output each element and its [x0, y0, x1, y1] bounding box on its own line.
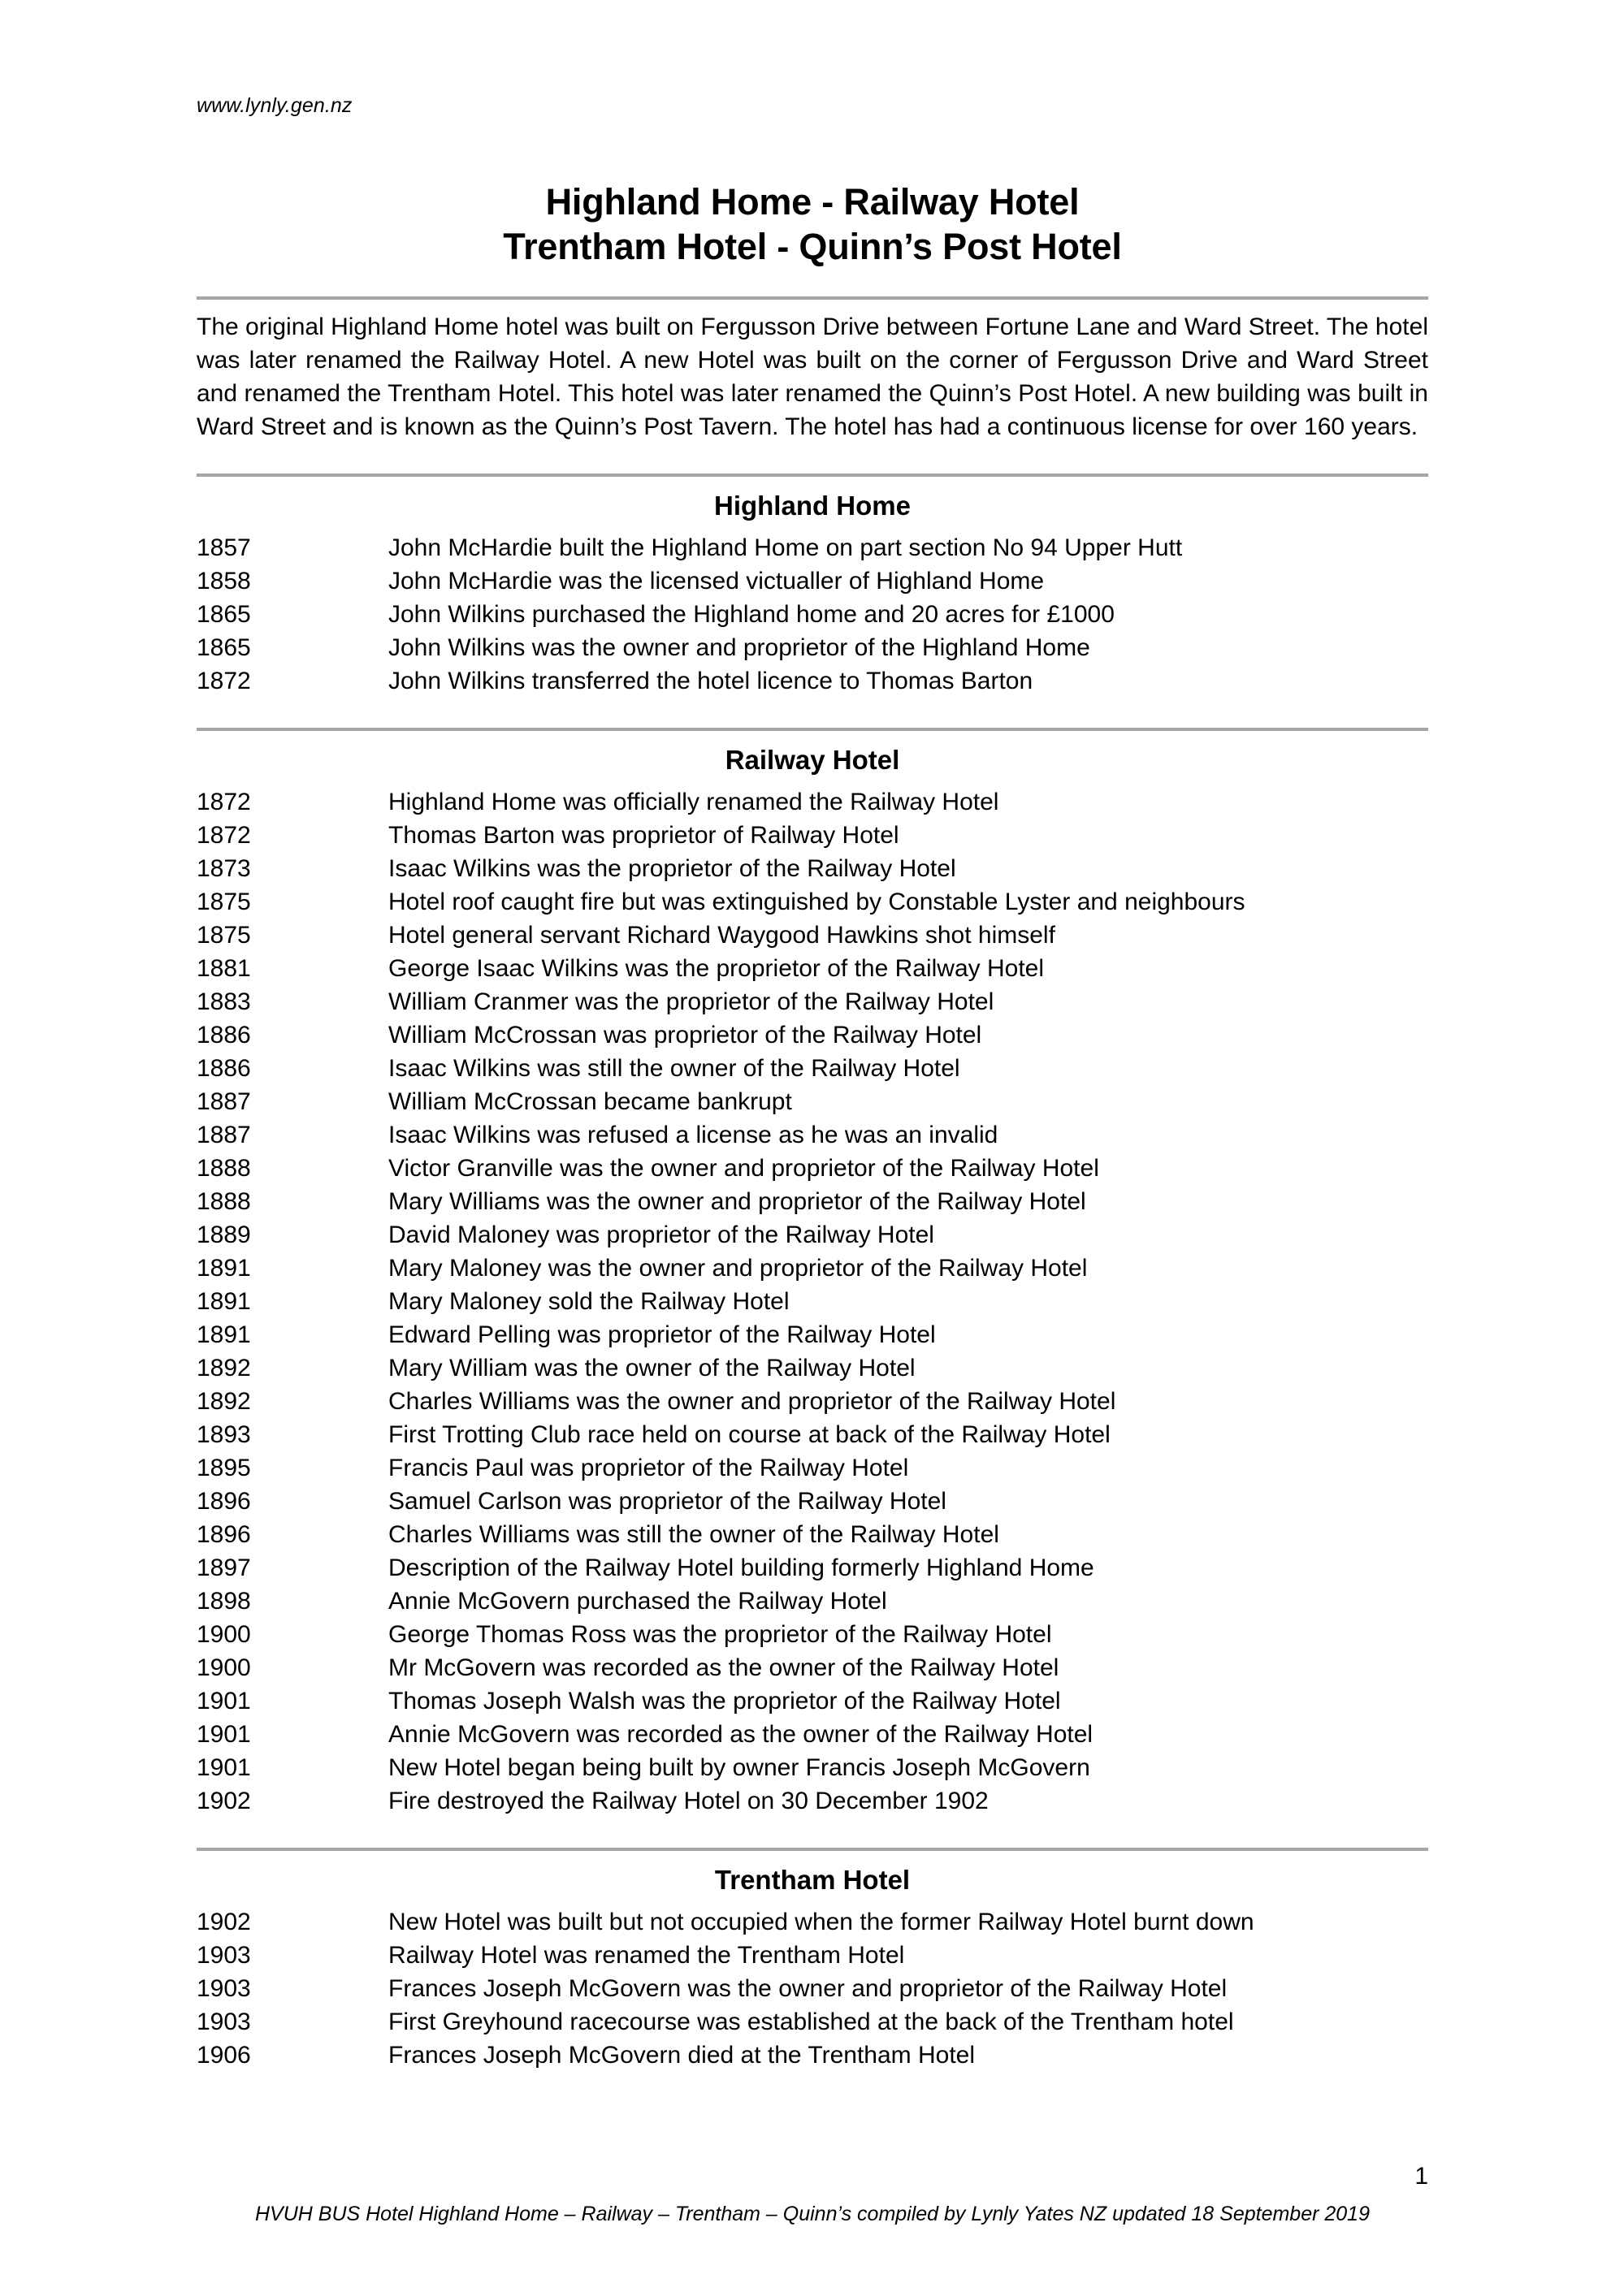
- section: [197, 1848, 1428, 2072]
- timeline-entry: [197, 919, 1428, 952]
- entry-year: 1875: [197, 889, 251, 916]
- entry-year: 1872: [197, 789, 251, 816]
- entry-description: Mary William was the owner of the Railway Hotel: [388, 1355, 916, 1382]
- site-url: www.lynly.gen.nz: [197, 94, 353, 117]
- entry-description: Francis Paul was proprietor of the Railway Hotel: [388, 1455, 909, 1482]
- intro-paragraph: The original Highland Home hotel was built on Fergusson Drive between Fortune Lane and Ward Street. The hotel was later renamed the Railway Hotel. A new Hotel was built on the corner of Fergusson Drive and Ward Street and renamed the Trentham Hotel. This hotel was later renamed the Quinn’s Post Hotel. A new building was built in Ward Street and is known as the Quinn’s Post Tavern. The hotel has had a continuous license for over 160 years.: [197, 313, 1428, 440]
- entry-description: John McHardie was the licensed victualler of Highland Home: [388, 568, 1045, 595]
- entry-description: First Greyhound racecourse was established at the back of the Trentham hotel: [388, 2008, 1234, 2036]
- entry-description: John Wilkins transferred the hotel licence to Thomas Barton: [388, 668, 1033, 695]
- entry-description: Mary Maloney sold the Railway Hotel: [388, 1288, 790, 1316]
- entry-description: Victor Granville was the owner and proprietor of the Railway Hotel: [388, 1155, 1099, 1183]
- timeline-entry: [197, 1684, 1428, 1718]
- entry-year: 1896: [197, 1521, 251, 1549]
- entry-description: George Thomas Ross was the proprietor of the Railway Hotel: [388, 1621, 1052, 1649]
- entry-year: 1872: [197, 822, 251, 850]
- entry-year: 1895: [197, 1455, 251, 1482]
- timeline-entry: [197, 985, 1428, 1018]
- timeline-entry: [197, 1351, 1428, 1385]
- entry-description: Annie McGovern purchased the Railway Hotel: [388, 1588, 887, 1615]
- entry-description: Frances Joseph McGovern died at the Trentham Hotel: [388, 2042, 976, 2069]
- timeline-entry: [197, 1585, 1428, 1618]
- entry-year: 1900: [197, 1621, 251, 1649]
- entry-year: 1886: [197, 1055, 251, 1083]
- entry-description: Description of the Railway Hotel building formerly Highland Home: [388, 1554, 1094, 1582]
- entry-year: 1901: [197, 1754, 251, 1782]
- entry-year: 1902: [197, 1909, 251, 1936]
- timeline-entry: [197, 1939, 1428, 1972]
- section-heading: Railway Hotel: [725, 745, 900, 776]
- entry-year: 1903: [197, 2008, 251, 2036]
- divider-under-title: [197, 296, 1428, 300]
- timeline-entry: [197, 1385, 1428, 1418]
- timeline-entry: [197, 664, 1428, 698]
- entry-description: John Wilkins was the owner and proprietor of the Highland Home: [388, 634, 1090, 662]
- entry-year: 1901: [197, 1721, 251, 1749]
- entry-year: 1888: [197, 1155, 251, 1183]
- timeline-entry: [197, 1118, 1428, 1152]
- timeline-entries: [197, 531, 1428, 698]
- entry-description: Annie McGovern was recorded as the owner of the Railway Hotel: [388, 1721, 1093, 1749]
- section-heading: Highland Home: [713, 491, 911, 521]
- section-heading: Trentham Hotel: [714, 1865, 911, 1896]
- timeline-entry: [197, 1751, 1428, 1784]
- entry-description: Isaac Wilkins was refused a license as he was an invalid: [388, 1122, 998, 1149]
- timeline-entry: [197, 819, 1428, 852]
- entry-description: John Wilkins purchased the Highland home and 20 acres for £1000: [388, 601, 1115, 629]
- entry-year: 1897: [197, 1554, 251, 1582]
- section-divider: [197, 728, 1428, 731]
- timeline-entry: [197, 631, 1428, 664]
- entry-year: 1892: [197, 1388, 251, 1416]
- page-number: 1: [1414, 2163, 1428, 2190]
- timeline-entry: [197, 1618, 1428, 1651]
- timeline-entry: [197, 1418, 1428, 1451]
- entry-year: 1902: [197, 1788, 251, 1815]
- timeline-entry: [197, 1451, 1428, 1485]
- timeline-entry: [197, 1218, 1428, 1252]
- timeline-entry: [197, 1905, 1428, 1939]
- entry-description: Isaac Wilkins was still the owner of the Railway Hotel: [388, 1055, 960, 1083]
- timeline-entry: [197, 885, 1428, 919]
- entry-year: 1887: [197, 1088, 251, 1116]
- timeline-entry: [197, 2039, 1428, 2072]
- entry-description: Frances Joseph McGovern was the owner and proprietor of the Railway Hotel: [388, 1975, 1228, 2003]
- entry-description: New Hotel was built but not occupied when the former Railway Hotel burnt down: [388, 1909, 1254, 1936]
- timeline-entry: [197, 852, 1428, 885]
- entry-year: 1873: [197, 855, 251, 883]
- entry-year: 1891: [197, 1288, 251, 1316]
- entry-year: 1893: [197, 1421, 251, 1449]
- timeline-entry: [197, 1185, 1428, 1218]
- entry-description: New Hotel began being built by owner Francis Joseph McGovern: [388, 1754, 1090, 1782]
- timeline-entry: [197, 1485, 1428, 1518]
- timeline-entry: [197, 2005, 1428, 2039]
- footer-note: HVUH BUS Hotel Highland Home – Railway – Trentham – Quinn’s compiled by Lynly Yates NZ updated 18 September 2019: [254, 2203, 1370, 2225]
- timeline-entry: [197, 1784, 1428, 1818]
- timeline-entry: [197, 785, 1428, 819]
- timeline-entry: [197, 1972, 1428, 2005]
- entry-description: Fire destroyed the Railway Hotel on 30 December 1902: [388, 1788, 989, 1815]
- entry-year: 1891: [197, 1255, 251, 1282]
- entry-year: 1889: [197, 1222, 251, 1249]
- section-divider: [197, 473, 1428, 477]
- document-content: [197, 0, 1428, 2072]
- entry-description: Highland Home was officially renamed the Railway Hotel: [388, 789, 999, 816]
- timeline-entry: [197, 564, 1428, 598]
- entry-year: 1888: [197, 1188, 251, 1216]
- entry-year: 1858: [197, 568, 251, 595]
- timeline-entry: [197, 1318, 1428, 1351]
- entry-year: 1865: [197, 601, 251, 629]
- timeline-entry: [197, 531, 1428, 564]
- section: [197, 473, 1428, 698]
- entry-description: Thomas Barton was proprietor of Railway Hotel: [388, 822, 899, 850]
- entry-description: John McHardie built the Highland Home on part section No 94 Upper Hutt: [388, 534, 1183, 562]
- entry-year: 1887: [197, 1122, 251, 1149]
- entry-year: 1881: [197, 955, 251, 983]
- entry-year: 1875: [197, 922, 251, 949]
- entry-description: Railway Hotel was renamed the Trentham Hotel: [388, 1942, 905, 1970]
- timeline-entry: [197, 952, 1428, 985]
- entry-description: Mary Williams was the owner and proprietor of the Railway Hotel: [388, 1188, 1086, 1216]
- entry-description: Mary Maloney was the owner and proprietor of the Railway Hotel: [388, 1255, 1088, 1282]
- page-title-line-1: Highland Home - Railway Hotel: [545, 181, 1080, 223]
- entry-description: George Isaac Wilkins was the proprietor of the Railway Hotel: [388, 955, 1045, 983]
- entry-year: 1901: [197, 1688, 251, 1715]
- entry-description: Hotel roof caught fire but was extinguished by Constable Lyster and neighbours: [388, 889, 1245, 916]
- entry-description: Thomas Joseph Walsh was the proprietor of the Railway Hotel: [388, 1688, 1061, 1715]
- entry-year: 1886: [197, 1022, 251, 1049]
- section: [197, 728, 1428, 1818]
- entry-year: 1898: [197, 1588, 251, 1615]
- entry-year: 1900: [197, 1654, 251, 1682]
- entry-description: First Trotting Club race held on course at back of the Railway Hotel: [388, 1421, 1111, 1449]
- timeline-entry: [197, 1551, 1428, 1585]
- timeline-entry: [197, 1518, 1428, 1551]
- entry-year: 1892: [197, 1355, 251, 1382]
- timeline-entry: [197, 1152, 1428, 1185]
- entry-description: Charles Williams was the owner and proprietor of the Railway Hotel: [388, 1388, 1116, 1416]
- sections-container: [197, 473, 1428, 2072]
- entry-year: 1891: [197, 1321, 251, 1349]
- entry-description: William McCrossan became bankrupt: [388, 1088, 792, 1116]
- timeline-entries: [197, 785, 1428, 1818]
- page-title-line-2: Trentham Hotel - Quinn’s Post Hotel: [503, 226, 1122, 268]
- timeline-entry: [197, 1252, 1428, 1285]
- section-divider: [197, 1848, 1428, 1851]
- entry-description: William McCrossan was proprietor of the Railway Hotel: [388, 1022, 982, 1049]
- entry-year: 1883: [197, 988, 251, 1016]
- entry-year: 1865: [197, 634, 251, 662]
- entry-year: 1903: [197, 1942, 251, 1970]
- entry-year: 1872: [197, 668, 251, 695]
- timeline-entry: [197, 1285, 1428, 1318]
- timeline-entry: [197, 1085, 1428, 1118]
- entry-description: Isaac Wilkins was the proprietor of the Railway Hotel: [388, 855, 956, 883]
- timeline-entry: [197, 1052, 1428, 1085]
- page-title: [197, 179, 1428, 270]
- entry-description: Charles Williams was still the owner of the Railway Hotel: [388, 1521, 999, 1549]
- entry-year: 1906: [197, 2042, 251, 2069]
- timeline-entry: [197, 1651, 1428, 1684]
- entry-description: Hotel general servant Richard Waygood Hawkins shot himself: [388, 922, 1055, 949]
- entry-description: Samuel Carlson was proprietor of the Railway Hotel: [388, 1488, 946, 1516]
- entry-description: Mr McGovern was recorded as the owner of the Railway Hotel: [388, 1654, 1059, 1682]
- entry-year: 1896: [197, 1488, 251, 1516]
- timeline-entry: [197, 1018, 1428, 1052]
- entry-description: Edward Pelling was proprietor of the Railway Hotel: [388, 1321, 936, 1349]
- entry-year: 1857: [197, 534, 251, 562]
- timeline-entry: [197, 598, 1428, 631]
- entry-year: 1903: [197, 1975, 251, 2003]
- timeline-entry: [197, 1718, 1428, 1751]
- timeline-entries: [197, 1905, 1428, 2072]
- entry-description: David Maloney was proprietor of the Railway Hotel: [388, 1222, 934, 1249]
- entry-description: William Cranmer was the proprietor of the Railway Hotel: [388, 988, 994, 1016]
